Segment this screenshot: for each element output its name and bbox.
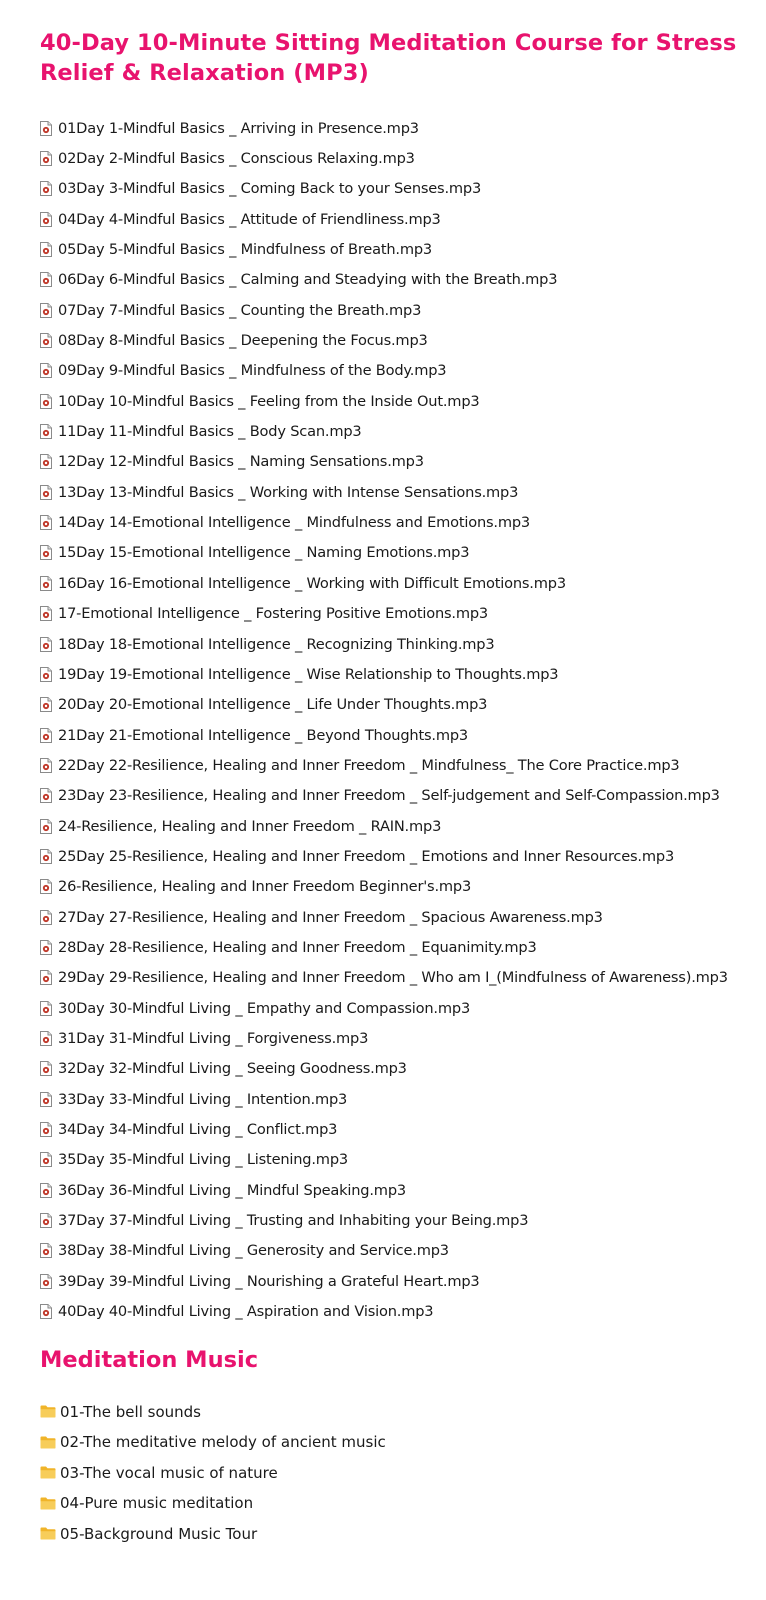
folder-name: 02-The meditative melody of ancient music — [60, 1433, 386, 1452]
audio-file-icon — [40, 728, 52, 743]
file-name: 30Day 30-Mindful Living _ Empathy and Compassion.mp3 — [58, 999, 471, 1017]
file-name: 16Day 16-Emotional Intelligence _ Working with Difficult Emotions.mp3 — [58, 574, 566, 592]
file-name: 07Day 7-Mindful Basics _ Counting the Breath.mp3 — [58, 301, 422, 319]
file-item[interactable] — [40, 1054, 766, 1084]
file-item[interactable] — [40, 1296, 766, 1326]
file-name: 26-Resilience, Healing and Inner Freedom Beginner's.mp3 — [58, 878, 472, 896]
folder-item[interactable] — [40, 1427, 766, 1457]
file-item[interactable] — [40, 356, 766, 386]
audio-file-icon — [40, 545, 52, 560]
file-name: 09Day 9-Mindful Basics _ Mindfulness of the Body.mp3 — [58, 362, 447, 380]
audio-file-icon — [40, 303, 52, 318]
file-name: 40Day 40-Mindful Living _ Aspiration and Vision.mp3 — [58, 1303, 434, 1321]
file-item[interactable] — [40, 932, 766, 962]
audio-file-icon — [40, 181, 52, 196]
file-name: 10Day 10-Mindful Basics _ Feeling from the Inside Out.mp3 — [58, 392, 480, 410]
file-item[interactable] — [40, 447, 766, 477]
audio-file-icon — [40, 637, 52, 652]
file-name: 13Day 13-Mindful Basics _ Working with Intense Sensations.mp3 — [58, 483, 519, 501]
file-item[interactable] — [40, 113, 766, 143]
file-item[interactable] — [40, 690, 766, 720]
audio-file-icon — [40, 667, 52, 682]
file-name: 15Day 15-Emotional Intelligence _ Naming Emotions.mp3 — [58, 544, 470, 562]
folder-name: 01-The bell sounds — [60, 1402, 201, 1421]
file-item[interactable] — [40, 1266, 766, 1296]
file-name: 22Day 22-Resilience, Healing and Inner Freedom _ Mindfulness_ The Core Practice.mp3 — [58, 756, 680, 774]
folder-name: 04-Pure music meditation — [60, 1494, 254, 1513]
file-item[interactable] — [40, 872, 766, 902]
file-item[interactable] — [40, 993, 766, 1023]
audio-file-icon — [40, 970, 52, 985]
file-name: 08Day 8-Mindful Basics _ Deepening the Focus.mp3 — [58, 332, 428, 350]
file-name: 04Day 4-Mindful Basics _ Attitude of Friendliness.mp3 — [58, 210, 441, 228]
file-item[interactable] — [40, 143, 766, 173]
audio-file-icon — [40, 515, 52, 530]
audio-file-icon — [40, 1001, 52, 1016]
folder-list — [40, 1397, 766, 1549]
file-item[interactable] — [40, 841, 766, 871]
file-name: 21Day 21-Emotional Intelligence _ Beyond Thoughts.mp3 — [58, 726, 468, 744]
file-name: 01Day 1-Mindful Basics _ Arriving in Presence.mp3 — [58, 119, 419, 137]
folder-icon — [40, 1405, 56, 1418]
file-item[interactable] — [40, 295, 766, 325]
file-name: 32Day 32-Mindful Living _ Seeing Goodness.mp3 — [58, 1060, 407, 1078]
audio-file-icon — [40, 758, 52, 773]
file-item[interactable] — [40, 507, 766, 537]
file-item[interactable] — [40, 659, 766, 689]
file-name: 18Day 18-Emotional Intelligence _ Recognizing Thinking.mp3 — [58, 635, 495, 653]
folder-icon — [40, 1497, 56, 1510]
file-item[interactable] — [40, 781, 766, 811]
audio-file-icon — [40, 454, 52, 469]
file-item[interactable] — [40, 599, 766, 629]
file-name: 27Day 27-Resilience, Healing and Inner Freedom _ Spacious Awareness.mp3 — [58, 908, 603, 926]
folder-name: 03-The vocal music of nature — [60, 1463, 278, 1482]
audio-file-icon — [40, 910, 52, 925]
file-name: 24-Resilience, Healing and Inner Freedom _ RAIN.mp3 — [58, 817, 442, 835]
file-item[interactable] — [40, 265, 766, 295]
file-name: 38Day 38-Mindful Living _ Generosity and Service.mp3 — [58, 1242, 449, 1260]
folder-icon — [40, 1436, 56, 1449]
file-name: 36Day 36-Mindful Living _ Mindful Speaking.mp3 — [58, 1181, 406, 1199]
course-title: 40-Day 10-Minute Sitting Meditation Course for Stress Relief & Relaxation (MP3) — [40, 30, 737, 86]
folder-name: 05-Background Music Tour — [60, 1524, 258, 1543]
audio-file-icon — [40, 1213, 52, 1228]
audio-file-icon — [40, 606, 52, 621]
file-item[interactable] — [40, 1114, 766, 1144]
file-name: 33Day 33-Mindful Living _ Intention.mp3 — [58, 1090, 348, 1108]
audio-file-icon — [40, 697, 52, 712]
file-name: 31Day 31-Mindful Living _ Forgiveness.mp3 — [58, 1029, 369, 1047]
file-name: 20Day 20-Emotional Intelligence _ Life Under Thoughts.mp3 — [58, 696, 488, 714]
audio-file-icon — [40, 849, 52, 864]
folder-item[interactable] — [40, 1488, 766, 1518]
file-item[interactable] — [40, 1205, 766, 1235]
file-name: 11Day 11-Mindful Basics _ Body Scan.mp3 — [58, 423, 362, 441]
audio-file-icon — [40, 1122, 52, 1137]
audio-file-icon — [40, 1152, 52, 1167]
audio-file-icon — [40, 121, 52, 136]
audio-file-icon — [40, 1183, 52, 1198]
file-item[interactable] — [40, 568, 766, 598]
file-item[interactable] — [40, 1175, 766, 1205]
file-name: 35Day 35-Mindful Living _ Listening.mp3 — [58, 1151, 348, 1169]
folder-item[interactable] — [40, 1458, 766, 1488]
file-list — [40, 113, 766, 1327]
file-item[interactable] — [40, 325, 766, 355]
audio-file-icon — [40, 1304, 52, 1319]
file-name: 05Day 5-Mindful Basics _ Mindfulness of Breath.mp3 — [58, 241, 432, 259]
audio-file-icon — [40, 424, 52, 439]
music-section-title: Meditation Music — [40, 1346, 259, 1373]
audio-file-icon — [40, 242, 52, 257]
file-name: 19Day 19-Emotional Intelligence _ Wise Relationship to Thoughts.mp3 — [58, 665, 559, 683]
file-name: 28Day 28-Resilience, Healing and Inner Freedom _ Equanimity.mp3 — [58, 938, 537, 956]
file-item[interactable] — [40, 416, 766, 446]
file-item[interactable] — [40, 963, 766, 993]
folder-item[interactable] — [40, 1518, 766, 1548]
file-name: 03Day 3-Mindful Basics _ Coming Back to your Senses.mp3 — [58, 180, 482, 198]
file-name: 06Day 6-Mindful Basics _ Calming and Steadying with the Breath.mp3 — [58, 271, 558, 289]
file-name: 17-Emotional Intelligence _ Fostering Positive Emotions.mp3 — [58, 605, 489, 623]
audio-file-icon — [40, 879, 52, 894]
file-name: 37Day 37-Mindful Living _ Trusting and Inhabiting your Being.mp3 — [58, 1212, 529, 1230]
audio-file-icon — [40, 394, 52, 409]
audio-file-icon — [40, 819, 52, 834]
audio-file-icon — [40, 1092, 52, 1107]
audio-file-icon — [40, 1274, 52, 1289]
audio-file-icon — [40, 485, 52, 500]
file-item[interactable] — [40, 1236, 766, 1266]
audio-file-icon — [40, 576, 52, 591]
folder-icon — [40, 1466, 56, 1479]
file-item[interactable] — [40, 720, 766, 750]
audio-file-icon — [40, 363, 52, 378]
file-item[interactable] — [40, 750, 766, 780]
file-item[interactable] — [40, 1145, 766, 1175]
audio-file-icon — [40, 151, 52, 166]
file-item[interactable] — [40, 902, 766, 932]
file-name: 14Day 14-Emotional Intelligence _ Mindfulness and Emotions.mp3 — [58, 514, 531, 532]
audio-file-icon — [40, 1031, 52, 1046]
file-item[interactable] — [40, 204, 766, 234]
file-name: 02Day 2-Mindful Basics _ Conscious Relaxing.mp3 — [58, 150, 415, 168]
file-item[interactable] — [40, 234, 766, 264]
file-item[interactable] — [40, 1084, 766, 1114]
file-name: 12Day 12-Mindful Basics _ Naming Sensations.mp3 — [58, 453, 424, 471]
audio-file-icon — [40, 1061, 52, 1076]
file-name: 34Day 34-Mindful Living _ Conflict.mp3 — [58, 1121, 338, 1139]
audio-file-icon — [40, 333, 52, 348]
folder-icon — [40, 1527, 56, 1540]
audio-file-icon — [40, 212, 52, 227]
file-item[interactable] — [40, 629, 766, 659]
folder-item[interactable] — [40, 1397, 766, 1427]
file-name: 23Day 23-Resilience, Healing and Inner Freedom _ Self-judgement and Self-Compassion.mp3 — [58, 787, 720, 805]
file-name: 29Day 29-Resilience, Healing and Inner Freedom _ Who am I_(Mindfulness of Awareness).mp3 — [58, 969, 728, 987]
file-item[interactable] — [40, 811, 766, 841]
file-item[interactable] — [40, 174, 766, 204]
file-name: 25Day 25-Resilience, Healing and Inner Freedom _ Emotions and Inner Resources.mp3 — [58, 847, 675, 865]
file-item[interactable] — [40, 1023, 766, 1053]
audio-file-icon — [40, 788, 52, 803]
file-name: 39Day 39-Mindful Living _ Nourishing a Grateful Heart.mp3 — [58, 1272, 480, 1290]
file-item[interactable] — [40, 477, 766, 507]
audio-file-icon — [40, 272, 52, 287]
audio-file-icon — [40, 1243, 52, 1258]
file-item[interactable] — [40, 386, 766, 416]
audio-file-icon — [40, 940, 52, 955]
file-item[interactable] — [40, 538, 766, 568]
